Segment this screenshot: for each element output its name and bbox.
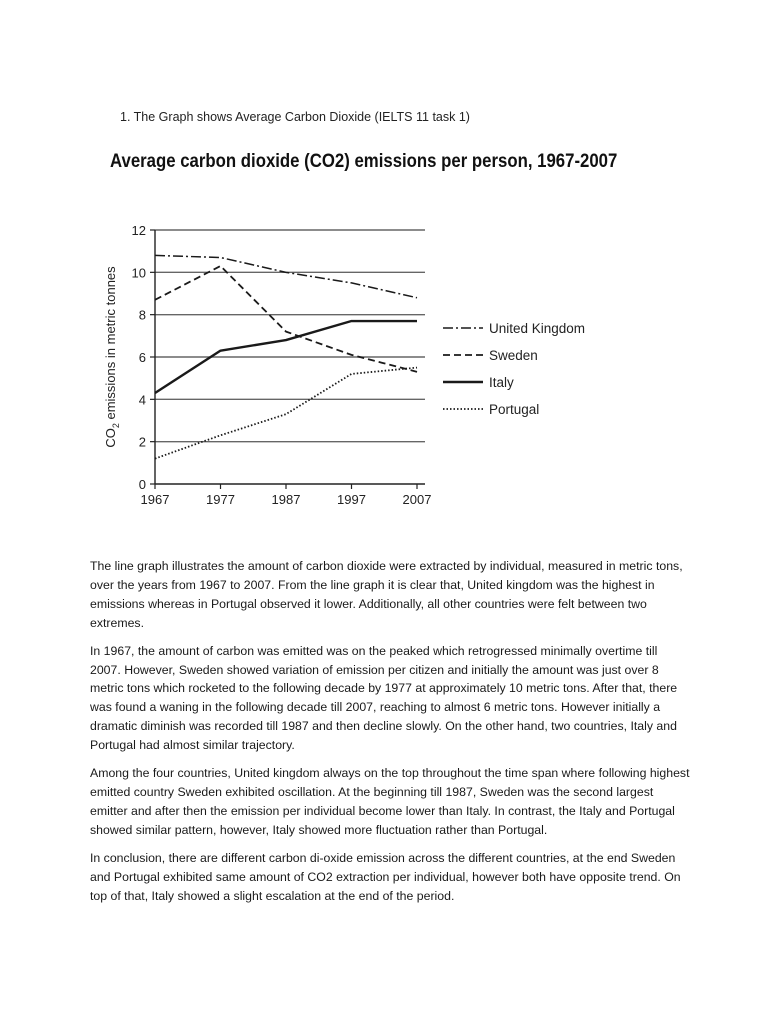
series-line-united-kingdom: [155, 255, 417, 297]
x-tick-label: 1977: [206, 492, 235, 507]
legend-label: Portugal: [489, 402, 540, 417]
y-tick-label: 6: [138, 350, 146, 365]
paragraph-1: The line graph illustrates the amount of carbon dioxide were extracted by individual, measured in metric tons, over the years from 1967 to 2007. From the line graph it is clear that, United kingdom was the highest in emissions whereas in Portugal observed it lower. Additionally, all other countries were felt between two extremes.: [90, 559, 683, 630]
paragraph-3: Among the four countries, United kingdom always on the top throughout the time span where following highest emitted country Sweden exhibited oscillation. At the beginning till 1987, Sweden was the second largest emitter and after then the emission per individual become lower than Italy. In contrast, the Italy and Portugal showed similar pattern, however, Italy showed more fluctuation rather than Portugal.: [90, 766, 690, 837]
paragraph-2: In 1967, the amount of carbon was emitted was on the peaked which retrogressed minimally overtime till 2007. However, Sweden showed variation of emission per citizen and initially the amount was just over 8 metric tons which rocketed to the following decade by 1977 at approximately 10 metric tons. After that, there was found a waning in the following decade till 2007, reaching to almost 6 metric tons. However initially a dramatic diminish was recorded till 1987 and then decline slowly. On the other hand, two countries, Italy and Portugal had almost similar trajectory.: [90, 643, 678, 753]
y-tick-label: 10: [131, 265, 146, 281]
x-tick-label: 1997: [337, 492, 366, 507]
x-tick-label: 1967: [140, 492, 170, 507]
x-tick-label: 1987: [271, 492, 301, 507]
legend-label: United Kingdom: [489, 321, 586, 336]
y-tick-label: 0: [138, 477, 146, 492]
y-tick-label: 8: [138, 307, 146, 323]
document-heading: 1. The Graph shows Average Carbon Dioxide (IELTS 11 task 1): [120, 110, 470, 124]
x-tick-label: 2007: [402, 492, 432, 507]
legend-label: Italy: [489, 375, 514, 390]
y-tick-label: 12: [131, 223, 146, 238]
series-line-portugal: [155, 368, 417, 459]
body-text: [90, 557, 690, 914]
series-line-sweden: [155, 266, 417, 372]
y-axis-label: $CO_2$ emissions in metric tonnes: [103, 266, 121, 448]
y-tick-label: 2: [138, 434, 146, 450]
y-tick-label: 4: [138, 392, 146, 408]
line-chart: [95, 210, 615, 510]
legend-label: Sweden: [489, 348, 538, 363]
chart-title: Average carbon dioxide (CO2) emissions per person, 1967-2007: [110, 150, 618, 172]
paragraph-4: In conclusion, there are different carbon di-oxide emission across the different countries, at the end Sweden and Portugal exhibited same amount of CO2 extraction per individual, however both have opposite trend. On top of that, Italy showed a slight escalation at the end of the period.: [90, 850, 681, 903]
